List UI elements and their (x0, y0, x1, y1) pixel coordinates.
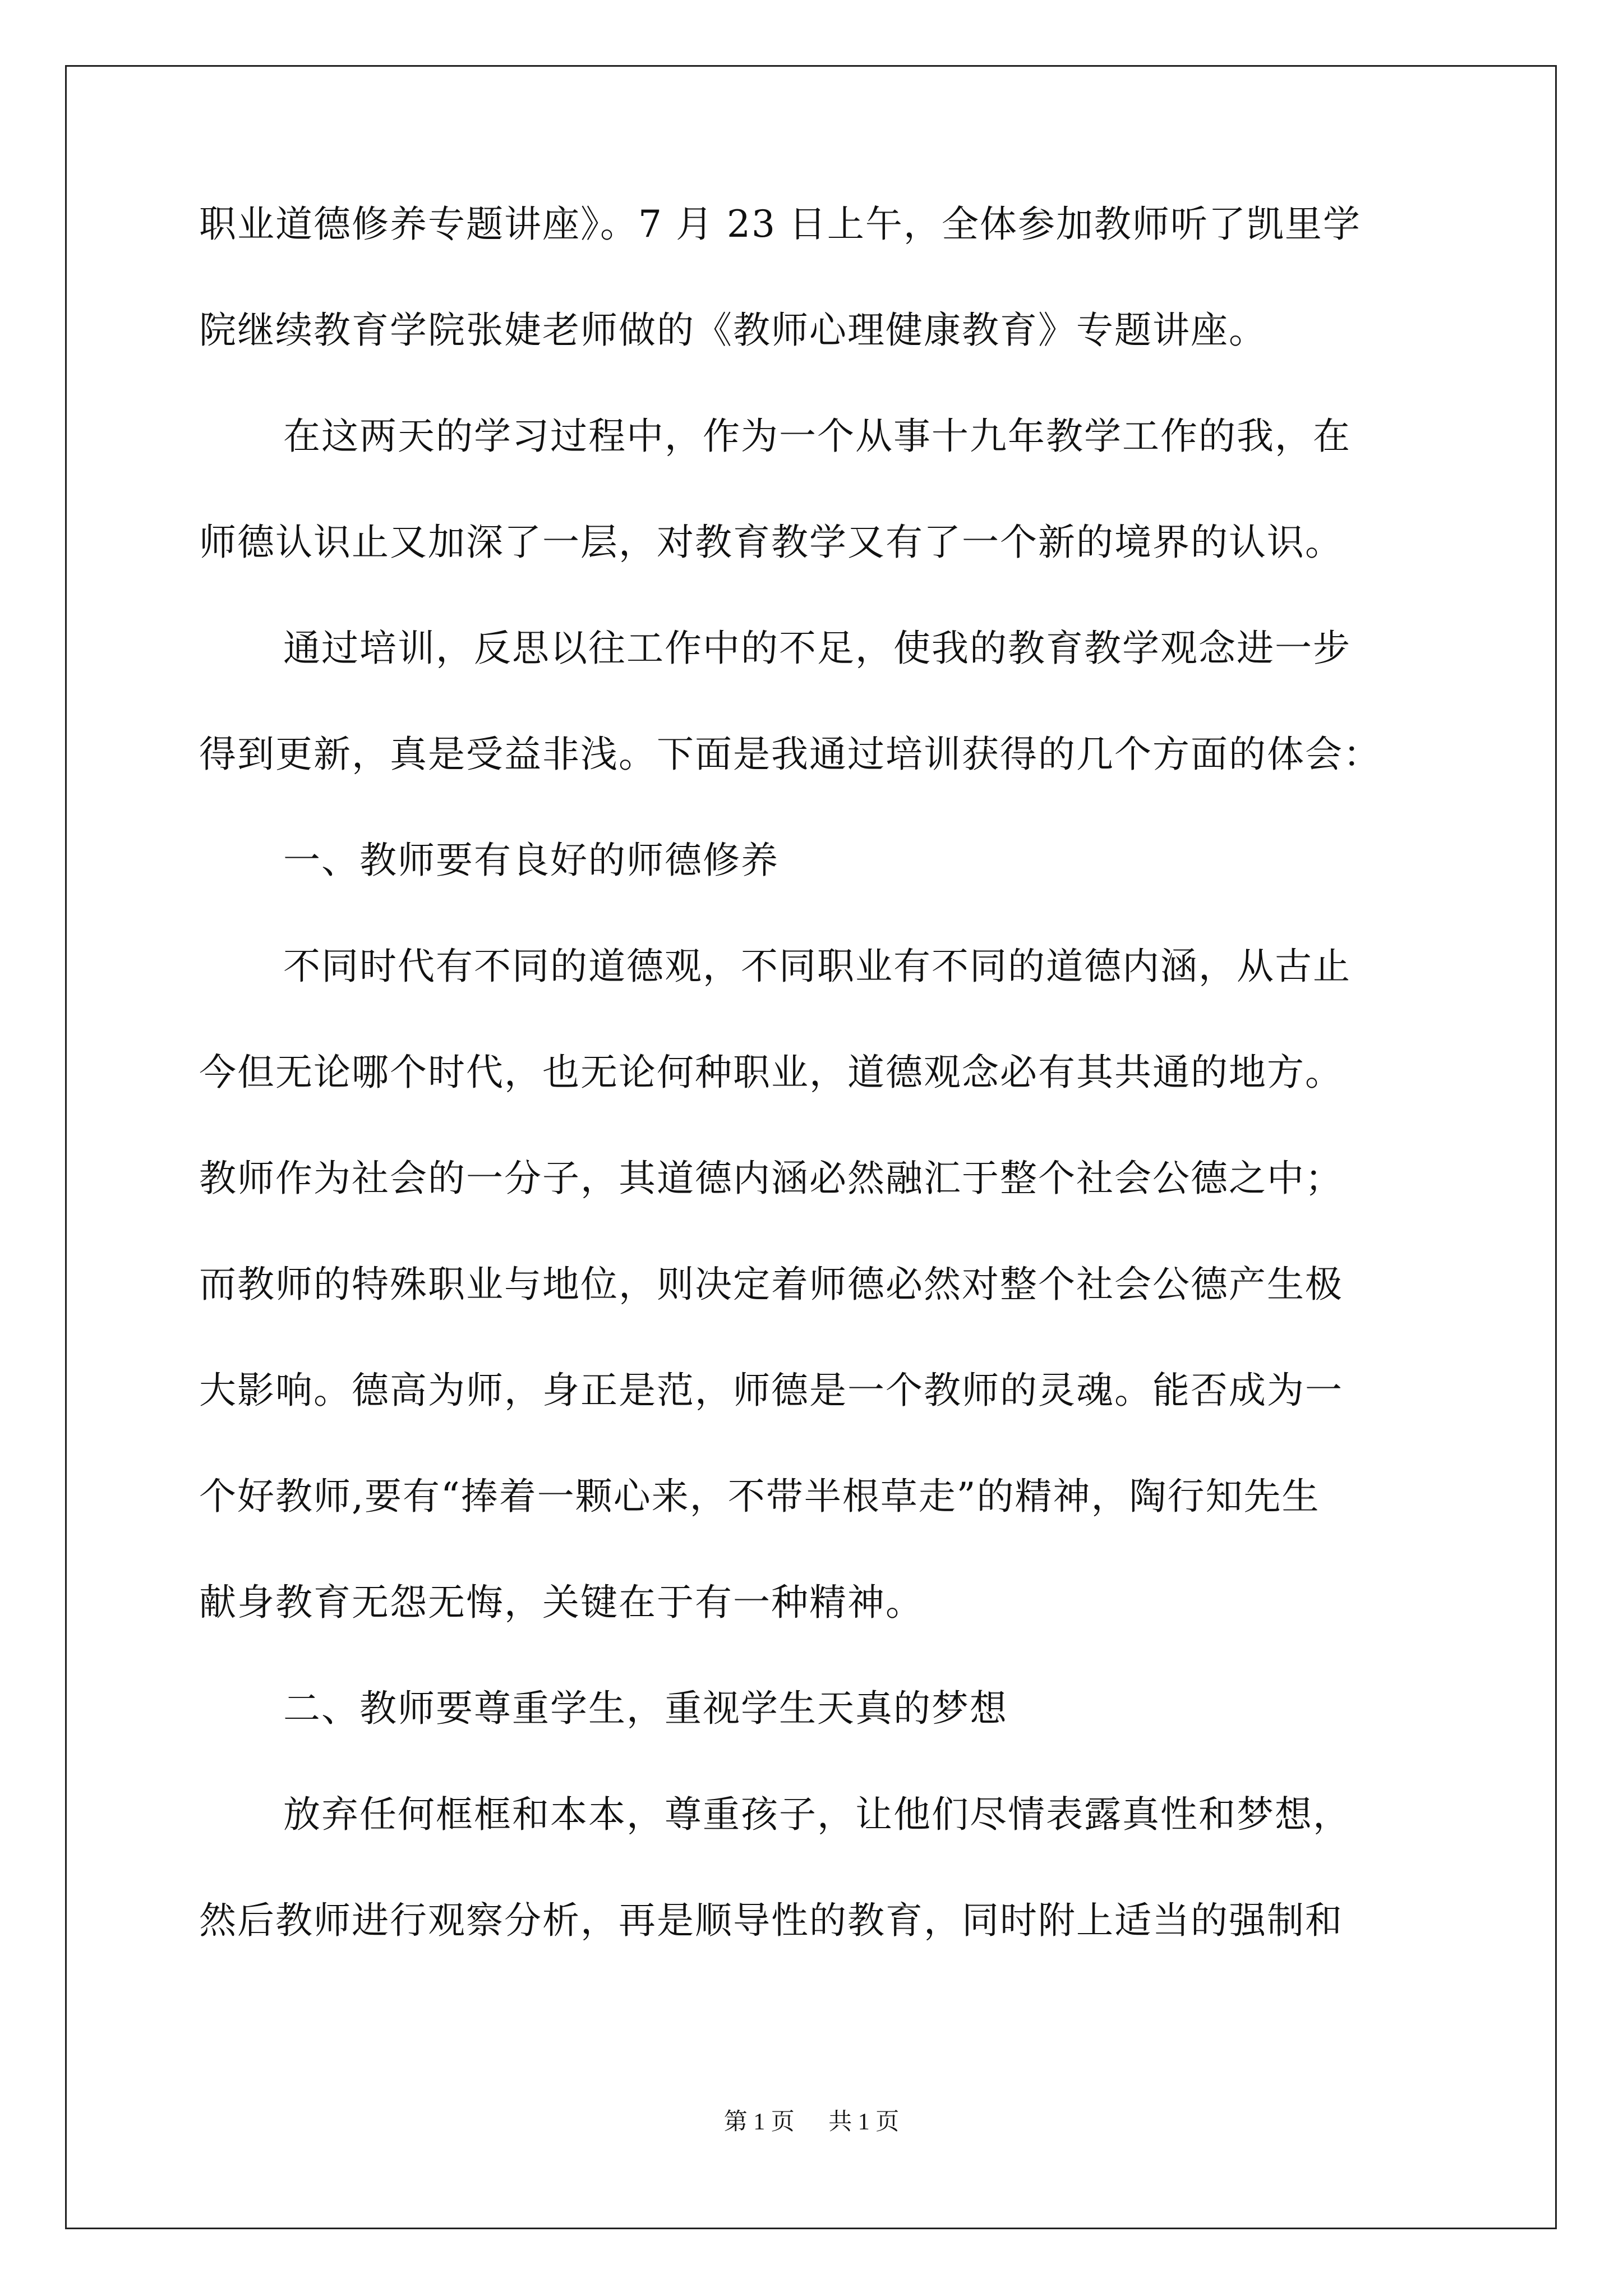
text-line: 而教师的特殊职业与地位，则决定着师德必然对整个社会公德产生极 (199, 1263, 1343, 1306)
text-line: 院继续教育学院张婕老师做的《教师心理健康教育》专题讲座。 (199, 309, 1267, 352)
section-heading: 一、教师要有良好的师德修养 (283, 839, 779, 882)
text-line: 大影响。德高为师，身正是范，师德是一个教师的灵魂。能否成为一 (199, 1369, 1343, 1412)
text-line: 职业道德修养专题讲座》。7 月 23 日上午，全体参加教师听了凯里学 (199, 203, 1361, 246)
text-line: 个好教师,要有“捧着一颗心来，不带半根草走”的精神，陶行知先生 (199, 1475, 1320, 1518)
page-total: 共 1 页 (828, 2109, 900, 2135)
page-number: 第 1 页 (723, 2109, 795, 2135)
section-heading: 二、教师要尊重学生，重视学生天真的梦想 (283, 1687, 1008, 1730)
paragraph-first-line: 不同时代有不同的道德观，不同职业有不同的道德内涵，从古止 (283, 945, 1351, 988)
page-footer (0, 2108, 1623, 2136)
text-line: 得到更新，真是受益非浅。下面是我通过培训获得的几个方面的体会： (199, 733, 1381, 776)
text-line: 然后教师进行观察分析，再是顺导性的教育，同时附上适当的强制和 (199, 1899, 1343, 1942)
paragraph-first-line: 通过培训，反思以往工作中的不足，使我的教育教学观念进一步 (283, 627, 1351, 670)
text-line: 教师作为社会的一分子，其道德内涵必然融汇于整个社会公德之中； (199, 1157, 1343, 1200)
paragraph-first-line: 放弃任何框框和本本，尊重孩子，让他们尽情表露真性和梦想， (283, 1793, 1351, 1836)
text-line: 献身教育无怨无悔，关键在于有一种精神。 (199, 1581, 924, 1624)
text-line: 师德认识止又加深了一层，对教育教学又有了一个新的境界的认识。 (199, 521, 1343, 564)
text-line: 今但无论哪个时代，也无论何种职业，道德观念必有其共通的地方。 (199, 1051, 1343, 1094)
paragraph-first-line: 在这两天的学习过程中，作为一个从事十九年教学工作的我，在 (283, 415, 1351, 458)
document-body (199, 202, 1433, 2004)
